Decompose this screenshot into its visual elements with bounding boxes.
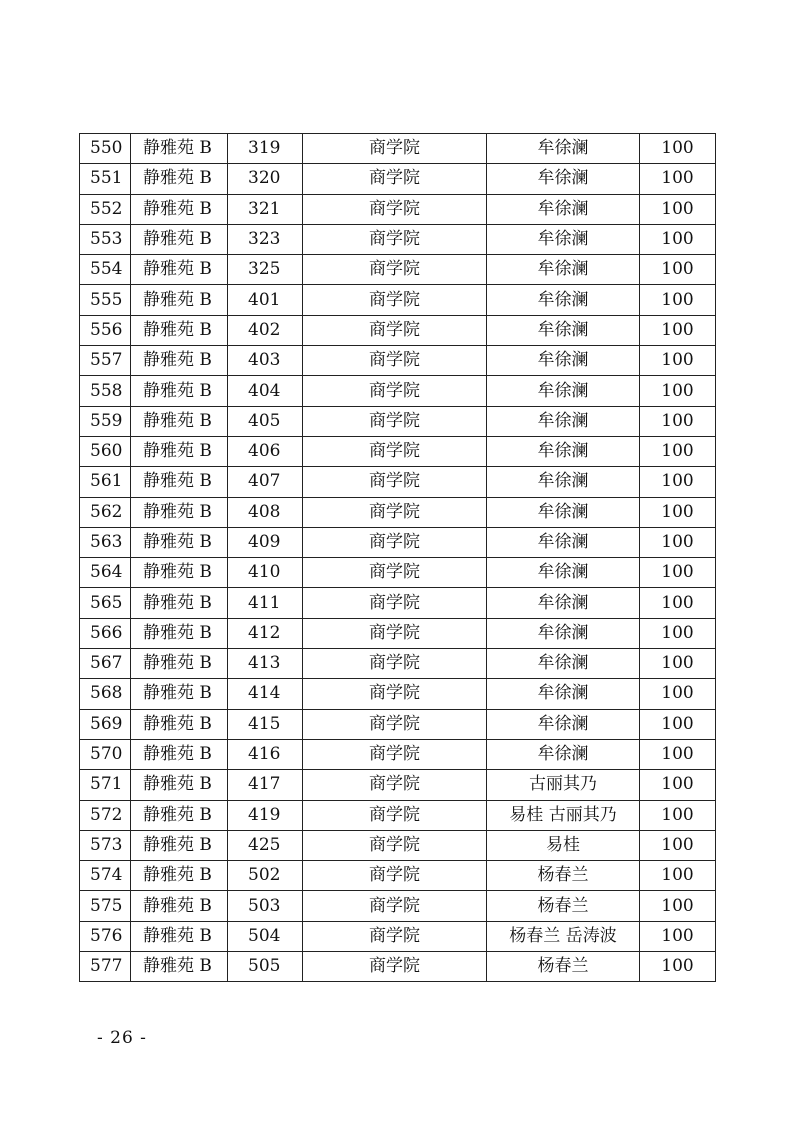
score-cell: 100 [640, 952, 716, 982]
counselor-cell: 牟徐澜 [487, 285, 640, 315]
row-number-cell: 552 [80, 194, 131, 224]
table-row [80, 315, 716, 345]
counselor-cell: 牟徐澜 [487, 739, 640, 769]
row-number-cell: 569 [80, 709, 131, 739]
counselor-cell: 牟徐澜 [487, 406, 640, 436]
row-number-cell: 565 [80, 588, 131, 618]
score-cell: 100 [640, 346, 716, 376]
building-cell: 静雅苑 B [131, 194, 228, 224]
row-number-cell: 559 [80, 406, 131, 436]
college-cell: 商学院 [303, 255, 487, 285]
college-cell: 商学院 [303, 588, 487, 618]
college-cell: 商学院 [303, 224, 487, 254]
score-cell: 100 [640, 770, 716, 800]
score-cell: 100 [640, 739, 716, 769]
row-number-cell: 572 [80, 800, 131, 830]
college-cell: 商学院 [303, 346, 487, 376]
row-number-cell: 563 [80, 527, 131, 557]
score-cell: 100 [640, 224, 716, 254]
building-cell: 静雅苑 B [131, 164, 228, 194]
building-cell: 静雅苑 B [131, 527, 228, 557]
table-row [80, 800, 716, 830]
room-number-cell: 503 [228, 891, 303, 921]
room-number-cell: 320 [228, 164, 303, 194]
room-number-cell: 415 [228, 709, 303, 739]
counselor-cell: 牟徐澜 [487, 194, 640, 224]
building-cell: 静雅苑 B [131, 436, 228, 466]
college-cell: 商学院 [303, 134, 487, 164]
building-cell: 静雅苑 B [131, 921, 228, 951]
table-row [80, 255, 716, 285]
room-number-cell: 416 [228, 739, 303, 769]
table-row [80, 558, 716, 588]
room-number-cell: 325 [228, 255, 303, 285]
room-number-cell: 409 [228, 527, 303, 557]
table-body [80, 134, 716, 982]
table-row [80, 952, 716, 982]
table-row [80, 164, 716, 194]
score-cell: 100 [640, 618, 716, 648]
score-cell: 100 [640, 830, 716, 860]
building-cell: 静雅苑 B [131, 406, 228, 436]
score-cell: 100 [640, 255, 716, 285]
college-cell: 商学院 [303, 376, 487, 406]
row-number-cell: 567 [80, 649, 131, 679]
table-row [80, 346, 716, 376]
building-cell: 静雅苑 B [131, 952, 228, 982]
score-cell: 100 [640, 436, 716, 466]
counselor-cell: 古丽其乃 [487, 770, 640, 800]
row-number-cell: 568 [80, 679, 131, 709]
college-cell: 商学院 [303, 194, 487, 224]
college-cell: 商学院 [303, 558, 487, 588]
room-number-cell: 408 [228, 497, 303, 527]
college-cell: 商学院 [303, 679, 487, 709]
table-row [80, 224, 716, 254]
score-cell: 100 [640, 709, 716, 739]
row-number-cell: 555 [80, 285, 131, 315]
score-cell: 100 [640, 800, 716, 830]
college-cell: 商学院 [303, 406, 487, 436]
table-row [80, 376, 716, 406]
counselor-cell: 牟徐澜 [487, 558, 640, 588]
score-cell: 100 [640, 467, 716, 497]
table-row [80, 436, 716, 466]
row-number-cell: 550 [80, 134, 131, 164]
college-cell: 商学院 [303, 436, 487, 466]
table-row [80, 497, 716, 527]
building-cell: 静雅苑 B [131, 315, 228, 345]
score-cell: 100 [640, 527, 716, 557]
row-number-cell: 573 [80, 830, 131, 860]
row-number-cell: 571 [80, 770, 131, 800]
table-row [80, 861, 716, 891]
counselor-cell: 杨春兰 [487, 952, 640, 982]
counselor-cell: 牟徐澜 [487, 224, 640, 254]
building-cell: 静雅苑 B [131, 376, 228, 406]
score-cell: 100 [640, 588, 716, 618]
row-number-cell: 556 [80, 315, 131, 345]
counselor-cell: 牟徐澜 [487, 709, 640, 739]
room-number-cell: 402 [228, 315, 303, 345]
counselor-cell: 杨春兰 岳涛波 [487, 921, 640, 951]
counselor-cell: 牟徐澜 [487, 255, 640, 285]
college-cell: 商学院 [303, 891, 487, 921]
college-cell: 商学院 [303, 709, 487, 739]
building-cell: 静雅苑 B [131, 709, 228, 739]
college-cell: 商学院 [303, 921, 487, 951]
college-cell: 商学院 [303, 770, 487, 800]
score-cell: 100 [640, 497, 716, 527]
page-number: - 26 - [97, 1028, 147, 1048]
score-cell: 100 [640, 164, 716, 194]
college-cell: 商学院 [303, 527, 487, 557]
building-cell: 静雅苑 B [131, 770, 228, 800]
score-cell: 100 [640, 194, 716, 224]
dormitory-score-table [79, 133, 716, 982]
building-cell: 静雅苑 B [131, 285, 228, 315]
room-number-cell: 407 [228, 467, 303, 497]
room-number-cell: 404 [228, 376, 303, 406]
score-cell: 100 [640, 406, 716, 436]
building-cell: 静雅苑 B [131, 255, 228, 285]
room-number-cell: 406 [228, 436, 303, 466]
room-number-cell: 502 [228, 861, 303, 891]
building-cell: 静雅苑 B [131, 558, 228, 588]
college-cell: 商学院 [303, 497, 487, 527]
counselor-cell: 牟徐澜 [487, 346, 640, 376]
building-cell: 静雅苑 B [131, 467, 228, 497]
room-number-cell: 323 [228, 224, 303, 254]
table-row [80, 891, 716, 921]
building-cell: 静雅苑 B [131, 830, 228, 860]
score-cell: 100 [640, 134, 716, 164]
building-cell: 静雅苑 B [131, 679, 228, 709]
counselor-cell: 牟徐澜 [487, 649, 640, 679]
score-cell: 100 [640, 649, 716, 679]
college-cell: 商学院 [303, 618, 487, 648]
row-number-cell: 574 [80, 861, 131, 891]
score-cell: 100 [640, 558, 716, 588]
row-number-cell: 564 [80, 558, 131, 588]
room-number-cell: 504 [228, 921, 303, 951]
building-cell: 静雅苑 B [131, 618, 228, 648]
row-number-cell: 575 [80, 891, 131, 921]
building-cell: 静雅苑 B [131, 497, 228, 527]
room-number-cell: 401 [228, 285, 303, 315]
table-row [80, 134, 716, 164]
table-row [80, 649, 716, 679]
table-row [80, 770, 716, 800]
row-number-cell: 561 [80, 467, 131, 497]
counselor-cell: 易桂 [487, 830, 640, 860]
counselor-cell: 牟徐澜 [487, 497, 640, 527]
building-cell: 静雅苑 B [131, 346, 228, 376]
score-cell: 100 [640, 285, 716, 315]
college-cell: 商学院 [303, 830, 487, 860]
room-number-cell: 413 [228, 649, 303, 679]
college-cell: 商学院 [303, 952, 487, 982]
table-row [80, 467, 716, 497]
score-cell: 100 [640, 315, 716, 345]
row-number-cell: 551 [80, 164, 131, 194]
room-number-cell: 319 [228, 134, 303, 164]
table-row [80, 285, 716, 315]
row-number-cell: 557 [80, 346, 131, 376]
building-cell: 静雅苑 B [131, 224, 228, 254]
row-number-cell: 558 [80, 376, 131, 406]
table-row [80, 679, 716, 709]
table-row [80, 588, 716, 618]
building-cell: 静雅苑 B [131, 800, 228, 830]
table-row [80, 709, 716, 739]
row-number-cell: 560 [80, 436, 131, 466]
table-row [80, 618, 716, 648]
room-number-cell: 505 [228, 952, 303, 982]
row-number-cell: 577 [80, 952, 131, 982]
college-cell: 商学院 [303, 739, 487, 769]
row-number-cell: 553 [80, 224, 131, 254]
counselor-cell: 牟徐澜 [487, 679, 640, 709]
college-cell: 商学院 [303, 800, 487, 830]
table-row [80, 194, 716, 224]
score-cell: 100 [640, 861, 716, 891]
counselor-cell: 牟徐澜 [487, 315, 640, 345]
counselor-cell: 牟徐澜 [487, 527, 640, 557]
table-row [80, 739, 716, 769]
building-cell: 静雅苑 B [131, 134, 228, 164]
counselor-cell: 牟徐澜 [487, 436, 640, 466]
room-number-cell: 412 [228, 618, 303, 648]
room-number-cell: 405 [228, 406, 303, 436]
row-number-cell: 566 [80, 618, 131, 648]
room-number-cell: 425 [228, 830, 303, 860]
college-cell: 商学院 [303, 467, 487, 497]
room-number-cell: 410 [228, 558, 303, 588]
building-cell: 静雅苑 B [131, 891, 228, 921]
row-number-cell: 570 [80, 739, 131, 769]
score-cell: 100 [640, 921, 716, 951]
table-row [80, 921, 716, 951]
college-cell: 商学院 [303, 649, 487, 679]
college-cell: 商学院 [303, 315, 487, 345]
college-cell: 商学院 [303, 861, 487, 891]
college-cell: 商学院 [303, 285, 487, 315]
counselor-cell: 牟徐澜 [487, 134, 640, 164]
counselor-cell: 牟徐澜 [487, 618, 640, 648]
row-number-cell: 562 [80, 497, 131, 527]
room-number-cell: 417 [228, 770, 303, 800]
counselor-cell: 牟徐澜 [487, 164, 640, 194]
room-number-cell: 403 [228, 346, 303, 376]
score-cell: 100 [640, 891, 716, 921]
building-cell: 静雅苑 B [131, 739, 228, 769]
room-number-cell: 414 [228, 679, 303, 709]
building-cell: 静雅苑 B [131, 649, 228, 679]
counselor-cell: 牟徐澜 [487, 588, 640, 618]
room-number-cell: 411 [228, 588, 303, 618]
table-row [80, 527, 716, 557]
college-cell: 商学院 [303, 164, 487, 194]
counselor-cell: 易桂 古丽其乃 [487, 800, 640, 830]
building-cell: 静雅苑 B [131, 861, 228, 891]
row-number-cell: 554 [80, 255, 131, 285]
counselor-cell: 杨春兰 [487, 861, 640, 891]
building-cell: 静雅苑 B [131, 588, 228, 618]
row-number-cell: 576 [80, 921, 131, 951]
score-cell: 100 [640, 679, 716, 709]
counselor-cell: 杨春兰 [487, 891, 640, 921]
score-cell: 100 [640, 376, 716, 406]
room-number-cell: 321 [228, 194, 303, 224]
table-row [80, 830, 716, 860]
room-number-cell: 419 [228, 800, 303, 830]
counselor-cell: 牟徐澜 [487, 467, 640, 497]
counselor-cell: 牟徐澜 [487, 376, 640, 406]
table-row [80, 406, 716, 436]
